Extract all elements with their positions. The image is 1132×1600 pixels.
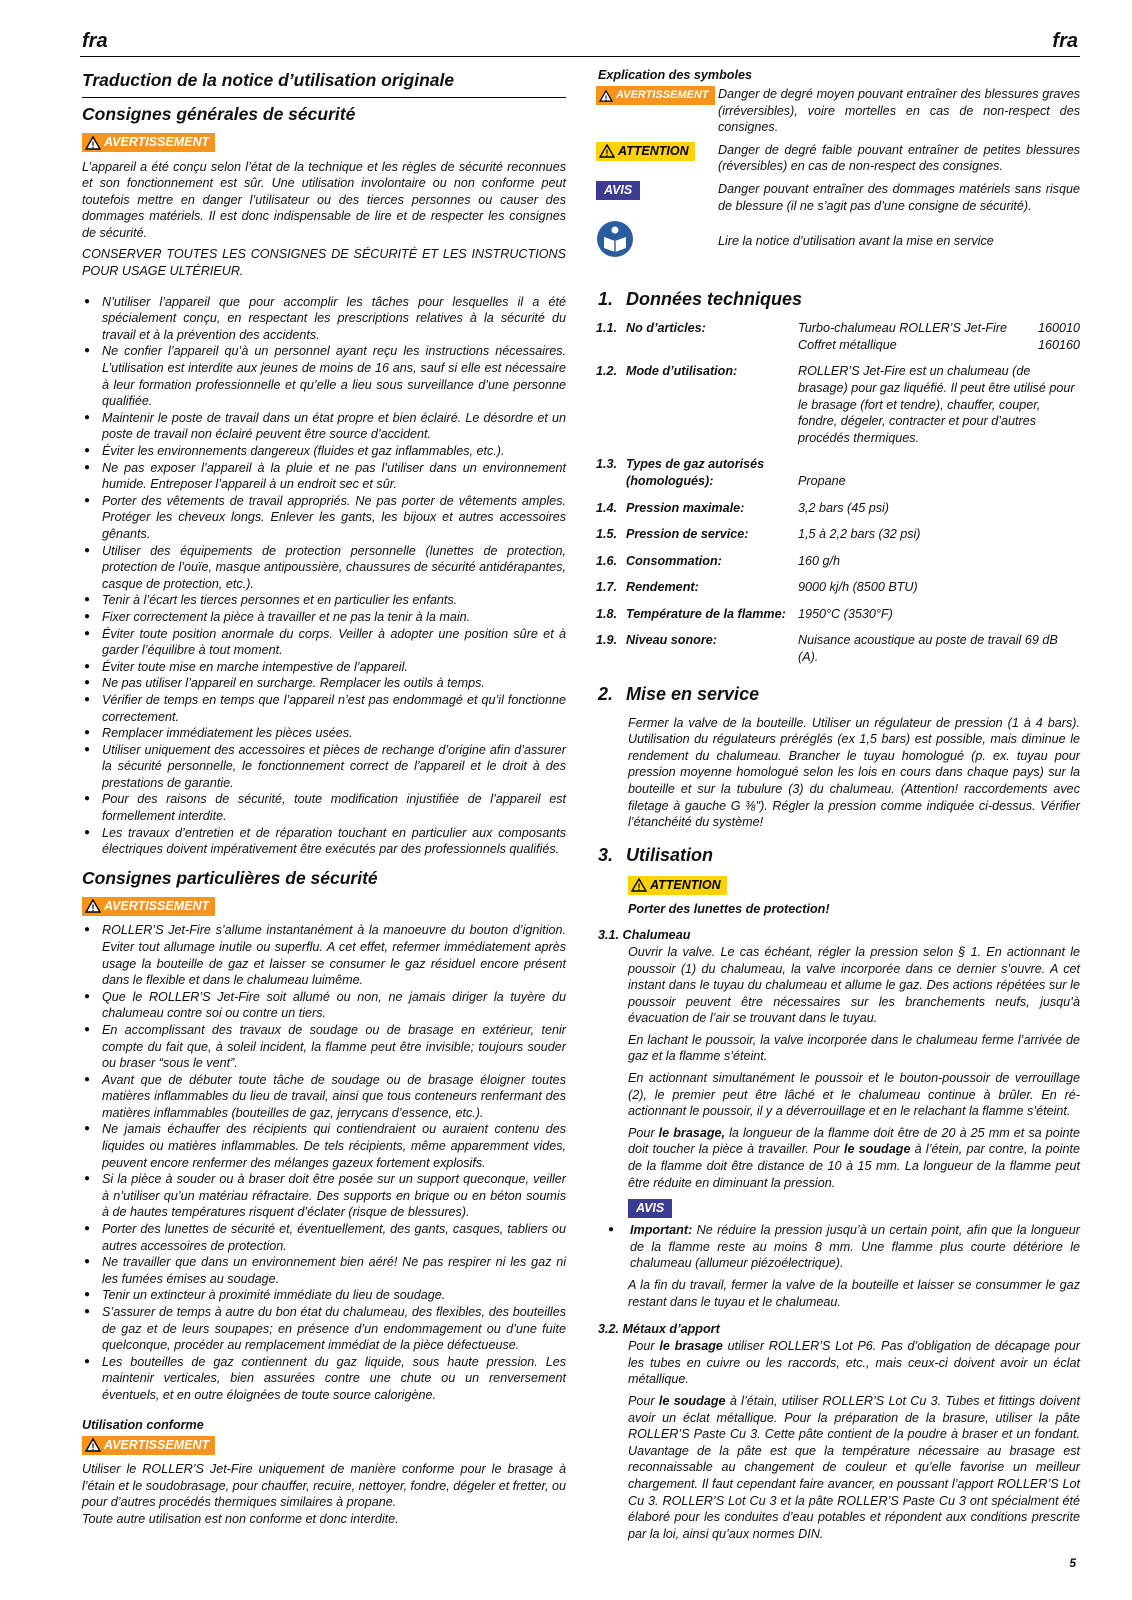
torch-text-5: A la fin du travail, fermer la valve de la bouteille et laisser se consummer le gaz restant dans le tuyau et le chalumeau.	[628, 1278, 1080, 1309]
tech-label: Température de la flamme:	[626, 606, 786, 621]
usage-text-2: Toute autre utilisation est non conforme et donc interdite.	[82, 1511, 399, 1526]
warning-triangle-icon	[599, 90, 613, 102]
tech-row	[596, 456, 1080, 499]
tech-value-2: Coffret métallique	[798, 337, 897, 352]
particular-safety-list	[80, 922, 566, 1403]
tech-value: Propane	[798, 473, 846, 488]
particular-safety-title: Consignes particulières de sécurité	[82, 867, 378, 888]
list-item: ● Ne confier l’appareil qu’à un personnel ayant reçu les instructions nécessaires. L’utilisation est interdite aux jeunes de moins de 16 ans, sauf si elle est nécessaire à leur formation professionnelle et qu’elle a lieu sous surveillance d’une personne qualifiée.	[82, 343, 566, 409]
warning-badge: ! AVERTISSEMENT	[82, 897, 215, 916]
tech-label: Consommation:	[626, 553, 722, 568]
tech-label: Mode d’utilisation:	[626, 364, 738, 379]
list-item: ● Avant que de débuter toute tâche de soudage ou de brasage éloigner toutes matières inflammables du lieu de travail, ainsi que tous conteneurs renfermant des matières inflammables (bouteilles de gaz, jerrycans d’essence, etc.).	[82, 1072, 566, 1122]
page-number: 5	[1069, 1556, 1076, 1570]
tech-value: 160 g/h	[798, 553, 841, 568]
tech-value: 1,5 à 2,2 bars (32 psi)	[798, 527, 921, 542]
svg-text:!: !	[605, 148, 609, 159]
torch-text-2: En lachant le poussoir, la valve incorporée dans le chalumeau ferme l’arrivée de gaz et la flamme s’éteint.	[628, 1032, 1080, 1064]
tech-number: 1.4.	[596, 500, 618, 515]
list-item: ● Que le ROLLER’S Jet-Fire soit allumé ou non, ne jamais diriger la tuyère du chalumeau contre soi ou contre un tiers.	[82, 989, 566, 1022]
section-2-heading: 2. Mise en service	[598, 683, 760, 704]
symbol-read-manual-text: Lire la notice d’utilisation avant la mise en service	[718, 234, 994, 249]
list-item: ● N’utiliser l’appareil que pour accomplir les tâches pour lesquelles il a été spécialement conçu, en respectant les prescriptions relatives à la sécurité du travail et à la prévention des accidents.	[82, 294, 566, 344]
svg-text:!: !	[91, 139, 95, 150]
general-keep-instructions: CONSERVER TOUTES LES CONSIGNES DE SÉCURITÉ ET LES INSTRUCTIONS POUR USAGE ULTÉRIEUR.	[82, 247, 566, 279]
list-item: ● Si la pièce à souder ou à braser doit être posée sur un support queconque, veiller à n’utiliser qu’un matériau réfractaire. Des supports en brique ou en béton soumis à de hautes températures risquent d’éclater (risque de blessures).	[82, 1171, 566, 1221]
list-item: ● Utiliser des équipements de protection personnelle (lunettes de protection, protection de l’ouïe, masque antipoussière, chaussures de sécurité antidérapantes, casque de protection, etc.).	[82, 543, 566, 593]
svg-text:!: !	[604, 92, 608, 102]
tech-value: 3,2 bars (45 psi)	[798, 500, 889, 515]
list-item: ● Tenir à l’écart les tierces personnes et en particulier les enfants.	[82, 592, 566, 609]
tech-label: Niveau sonore:	[626, 633, 717, 648]
symbol-warning-row	[596, 86, 1080, 136]
list-item: ● Porter des vêtements de travail appropriés. Ne pas porter de vêtements amples. Protéger les cheveux longs. Enlever les gants, les bijoux et autres accessoires gênants.	[82, 493, 566, 543]
svg-text:!: !	[91, 903, 95, 914]
filler-metals-text-2: Pour le soudage à l’étain, utiliser ROLLER’S Lot Cu 3. Tubes et fittings doivent avoir un éclat métallique. Pour la préparation de la brasure, utiliser la pâte ROLLER’S Paste Cu 3. Cette pâte contient de la poudre à braser et un fondant. Uavantage de la pâte est que la température nécessaire au brasage est reconnaissable au changement de couleur et qu’elle favorise un meilleur chargement. Il faut cependant faire avancer, en poussant l’apport ROLLER’S Lot Cu 3. ROLLER’S Lot Cu 3 et la pâte ROLLER’S Paste Cu 3 ont spécialment été élaboré pour les conduites d’eau potables et répondent aux conditions prescrite par la loi, ainsi qu’aux normes DIN.	[628, 1393, 1080, 1541]
tech-number: 1.9.	[596, 633, 618, 648]
warning-triangle-icon	[599, 144, 615, 158]
tech-row	[596, 553, 1080, 580]
list-item: ● Ne travailler que dans un environnement bien aéré! Ne pas respirer ni les gaz ni les fumées émises au soudage.	[82, 1254, 566, 1287]
symbol-attention-text: Danger de degré faible pouvant entraîner de petites blessures (réversibles) en cas de non-respect des consignes.	[718, 142, 1080, 174]
list-item: ● Remplacer immédiatement les pièces usées.	[82, 725, 566, 742]
section-3-heading: 3. Utilisation	[598, 844, 714, 865]
warning-badge: ! AVERTISSEMENT	[596, 86, 715, 105]
svg-text:!: !	[91, 1442, 95, 1453]
avis-badge: AVIS	[628, 1199, 672, 1218]
left-column	[80, 64, 566, 1532]
tech-label: Pression de service:	[626, 527, 749, 542]
important-list	[604, 1222, 1080, 1272]
list-item: ● Ne pas utiliser l’appareil en surcharge. Remplacer les outils à temps.	[82, 675, 566, 692]
tech-label-2: (homologués):	[626, 473, 714, 488]
list-item: ● ROLLER’S Jet-Fire s’allume instantanément à la manoeuvre du bouton d’ignition. Eviter tout allumage inutile ou superflu. A cet effet, refermer immédiatement après usage la bouteille de gaz et laisser se consumer le gaz résiduel encore présent dans le flexible et dans le chalumeau luimême.	[82, 922, 566, 988]
usage-text: Utiliser le ROLLER’S Jet-Fire uniquement de manière conforme pour le brasage à l’étain et le soudobrasage, pour chauffer, recuire, nettoyer, fondre, dégeler et fretter, ou pour d’autres procédés thermiques similaires à propane.	[82, 1462, 566, 1510]
list-item: ● Vérifier de temps en temps que l’appareil n’est pas endommagé et qu’il fonctionne correctement.	[82, 692, 566, 725]
list-item: ● Tenir un extincteur à proximité immédiate du lieu de soudage.	[82, 1287, 566, 1304]
list-item: ● Les travaux d’entretien et de réparation touchant en particulier aux composants électriques doivent impérativement être exécutés par des professionnels qualifiés.	[82, 825, 566, 858]
list-item: ● Éviter les environnements dangereux (fluides et gaz inflammables, etc.).	[82, 443, 566, 460]
header-language-right: fra	[1052, 30, 1078, 52]
header-rule	[80, 56, 1080, 57]
symbol-avis-text: Danger pouvant entraîner des dommages matériels sans risque de blessure (il ne s’agit pas d’une consigne de sécurité).	[718, 181, 1080, 213]
attention-badge: ! ATTENTION	[596, 142, 695, 161]
tech-row	[596, 320, 1080, 363]
tech-number: 1.5.	[596, 527, 618, 542]
torch-text-3: En actionnant simultanément le poussoir et le bouton-poussoir de verrouillage (2), le premier peut être lâché et le chalumeau continue à brûler. En ré-actionnant le poussoir, il y a déverrouillage et en le relachant la flamme s’éteint.	[628, 1071, 1080, 1119]
technical-data-table	[596, 320, 1080, 676]
tech-number: 1.7.	[596, 580, 618, 595]
commissioning-text: Fermer la valve de la bouteille. Utiliser un régulateur de pression (1 à 4 bars). Uutilisation du régulateurs préréglés (ex 1,5 bars) est possible, mais diminue le rendement du chalumeau. Brancher le tuyau homologué (p. ex. tuyau pour pression moyenne homologué selon les lois en cours dans chaque pays) sur la bouteille et sur la tubulure (3) du chalumeau. (Attention! raccordements avec filetage à gauche G ⅜"). Régler la pression comme indiquée ci-dessus. Vérifier l’étanchéité du système!	[628, 715, 1080, 830]
tech-row	[596, 526, 1080, 553]
list-item: ● Porter des lunettes de sécurité et, éventuellement, des gants, casques, tabliers ou autres accessoires de protection.	[82, 1221, 566, 1254]
warning-badge: ! AVERTISSEMENT	[82, 1436, 215, 1455]
svg-text:!: !	[637, 882, 641, 893]
read-manual-icon	[596, 220, 634, 258]
warning-triangle-icon	[85, 136, 101, 150]
tech-row	[596, 632, 1080, 675]
tech-number: 1.3.	[596, 457, 618, 472]
symbol-warning-text: Danger de degré moyen pouvant entraîner des blessures graves (irréversibles), voire mortelles en cas de non-respect des consignes.	[718, 87, 1080, 135]
list-item: ● Pour des raisons de sécurité, toute modification injustifiée de l’appareil est formellement interdite.	[82, 791, 566, 824]
usage-title: Utilisation conforme	[82, 1417, 204, 1432]
tech-code: 160010	[1037, 321, 1080, 336]
list-item: ● Éviter toute mise en marche intempestive de l’appareil.	[82, 659, 566, 676]
tech-number: 1.2.	[596, 364, 618, 379]
tech-number: 1.6.	[596, 553, 618, 568]
filler-metals-text-1: Pour le brasage utiliser ROLLER’S Lot P6. Pas d’obligation de décapage pour les tubes en cuivre ou les raccords, etc., mais ceux-ci doivent avoir un éclat métallique.	[628, 1339, 1081, 1387]
list-item: ● Ne jamais échauffer des récipients qui contiendraient ou auraient contenu des liquides ou matières inflammables. De tels récipients, même apparemment vides, peuvent encore renfermer des mélanges gazeux fortement explosifs.	[82, 1121, 566, 1171]
list-item: ● Les bouteilles de gaz contiennent du gaz liquide, sous haute pression. Les maintenir verticales, bien assurées contre une chute ou un renversement éventuels, et en outre éloignées de toute source calorigène.	[82, 1354, 566, 1404]
header-language-left: fra	[82, 30, 108, 52]
symbols-title: Explication des symboles	[598, 68, 752, 82]
list-item: ● En accomplissant des travaux de soudage ou de brasage en extérieur, tenir compte du fait que, à soleil incident, la flamme peut être invisible; toujours souder ou braser “sous le vent”.	[82, 1022, 566, 1072]
list-item: ● Utiliser uniquement des accessoires et pièces de rechange d’origine afin d’assurer la sécurité personnelle, le fonctionnement correct de l’appareil et le droit à des prestations de garantie.	[82, 742, 566, 792]
tech-number: 1.1.	[596, 321, 618, 336]
tech-row	[596, 500, 1080, 527]
list-item: ● Maintenir le poste de travail dans un état propre et bien éclairé. Le désordre et un poste de travail non éclairé peuvent être source d’accident.	[82, 410, 566, 443]
tech-label: Rendement:	[626, 580, 699, 595]
tech-value: 9000 kj/h (8500 BTU)	[798, 580, 918, 595]
section-1-heading: 1. Données techniques	[598, 289, 803, 310]
torch-text-4: Pour le brasage, la longueur de la flamme doit être de 20 à 25 mm et sa pointe doit toucher la pièce à travailler. Pour le soudage à l’étein, par contre, la pointe de la flamme doit être distance de 10 à 15 mm. La longueur de la flamme peut être réduite en diminuant la pression.	[628, 1125, 1081, 1190]
attention-badge: ! ATTENTION	[628, 876, 727, 895]
list-item: ● S’assurer de temps à autre du bon état du chalumeau, des flexibles, des bouteilles de gaz et de leurs soupapes; en présence d’un endommagement ou d’une fuite quelconque, procéder au remplacement immédiat de la pièce défectueuse.	[82, 1304, 566, 1354]
avis-badge: AVIS	[596, 181, 640, 200]
general-safety-title: Consignes générales de sécurité	[82, 104, 356, 124]
list-item: ● Éviter toute position anormale du corps. Veiller à adopter une position sûre et à garder l’équilibre à tout moment.	[82, 626, 566, 659]
tech-value: ROLLER’S Jet-Fire est un chalumeau (de brasage) pour gaz liquéfié. Il peut être utilisé pour le brasage (fort et tendre), chauffer, couper, fondre, dégeler, contracter et pour d’autres procédés thermiques.	[798, 364, 1075, 445]
symbol-avis-row	[596, 181, 1080, 214]
symbol-attention-row	[596, 142, 1080, 175]
torch-text-1: Ouvrir la valve. Le cas échéant, régler la pression selon § 1. En actionnant le poussoir (1) du chalumeau, la valve incorporée dans ce dernier s’ouvre. A cet instant dans le tuyau du chalumeau et allume le gaz. Des actions répétées sur le poussoir peuvent être nécessaires sur les branchements neufs, jusqu’à évacuation de l’air se trouvant dans le tuyau.	[628, 944, 1080, 1026]
right-column	[596, 64, 1080, 1547]
tech-number: 1.8.	[596, 606, 618, 621]
tech-row	[596, 606, 1080, 633]
warning-triangle-icon	[85, 1438, 101, 1452]
warning-badge: ! AVERTISSEMENT	[82, 133, 215, 152]
tech-label: Types de gaz autorisés	[626, 457, 765, 472]
tech-label: Pression maximale:	[626, 500, 745, 515]
general-intro: L’appareil a été conçu selon l’état de la technique et les règles de sécurité reconnues et son fonctionnement est sûr. Une utilisation involontaire ou non conforme peut toutefois mettre en danger l’utilisateur ou des tierces personnes ou causer des dommages matériels. Il est donc indispensable de lire et de respecter les consignes de sécurité.	[82, 159, 566, 240]
important-item: ● Important: Ne réduire la pression jusqu’à un certain point, afin que la longueur de la flamme reste au moins 8 mm. Une flamme plus courte détériore le chalumeau (allumeur piézoélectrique).	[606, 1222, 1080, 1272]
warning-triangle-icon	[85, 899, 101, 913]
tech-code-2: 160160	[1037, 337, 1080, 352]
general-safety-list	[80, 294, 566, 858]
tech-row	[596, 579, 1080, 606]
main-title: Traduction de la notice d’utilisation originale	[82, 70, 566, 98]
tech-value: Nuisance acoustique au poste de travail 69 dB (A).	[798, 633, 1058, 665]
warning-triangle-icon	[631, 878, 647, 892]
tech-row	[596, 363, 1080, 456]
list-item: ● Ne pas exposer l’appareil à la pluie et ne pas l’utiliser dans un environnement humide. Entreposer l’appareil à un endroit sec et sûr.	[82, 460, 566, 493]
list-item: ● Fixer correctement la pièce à travailler et ne pas la tenir à la main.	[82, 609, 566, 626]
subsection-3-1-title: 3.1. Chalumeau	[598, 927, 691, 942]
symbol-read-manual-row	[596, 220, 1080, 263]
tech-value: Turbo-chalumeau ROLLER’S Jet-Fire	[798, 321, 1008, 336]
protection-glasses-note: Porter des lunettes de protection!	[628, 902, 830, 917]
tech-value: 1950°C (3530°F)	[798, 606, 893, 621]
subsection-3-2-title: 3.2. Métaux d’apport	[598, 1322, 720, 1337]
tech-label: No d’articles:	[626, 321, 706, 336]
